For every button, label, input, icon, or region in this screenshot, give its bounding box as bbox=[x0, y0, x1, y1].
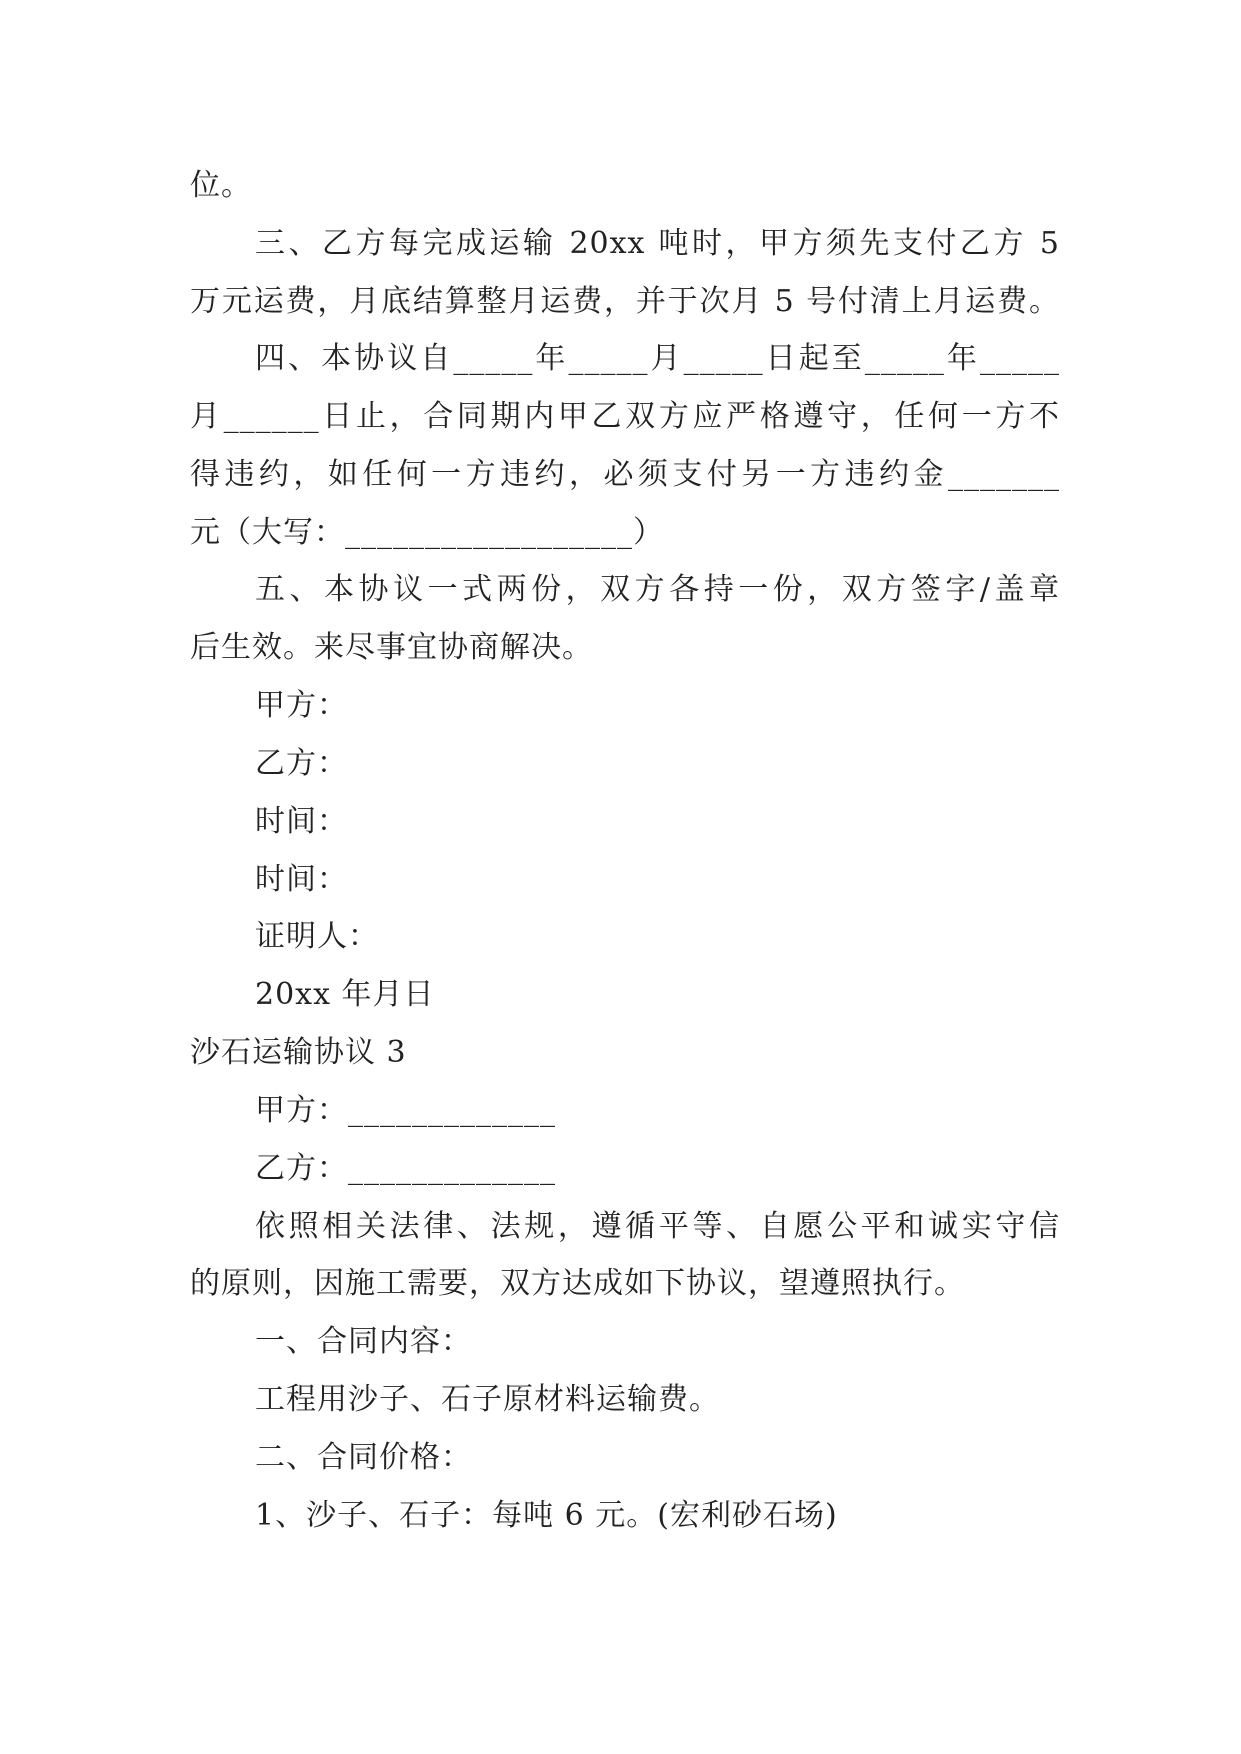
clause-heading: 二、合同价格： bbox=[255, 1440, 472, 1475]
text-line: 依照相关法律、法规，遵循平等、自愿公平和诚实守信 bbox=[255, 1209, 1060, 1244]
signature-label-party-a: 甲方： bbox=[255, 688, 348, 723]
text-line: 四、本协议自_____年_____月_____日起至_____年_____ bbox=[255, 341, 1060, 376]
text-line: 月______日止，合同期内甲乙双方应严格遵守，任何一方不 bbox=[190, 399, 1060, 434]
date-line: 20xx 年月日 bbox=[255, 977, 435, 1012]
text-line: 工程用沙子、石子原材料运输费。 bbox=[255, 1382, 720, 1417]
text-line: 的原则，因施工需要，双方达成如下协议，望遵照执行。 bbox=[190, 1266, 965, 1301]
text-line: 元（大写：__________________） bbox=[190, 515, 664, 550]
text-line: 万元运费，月底结算整月运费，并于次月 5 号付清上月运费。 bbox=[190, 284, 1060, 319]
text-line: 五、本协议一式两份，双方各持一份，双方签字/盖章 bbox=[255, 572, 1060, 607]
signature-label-time: 时间： bbox=[255, 804, 348, 839]
signature-label-party-b: 乙方： bbox=[255, 746, 348, 781]
section-title: 沙石运输协议 3 bbox=[190, 1035, 407, 1070]
clause-heading: 一、合同内容： bbox=[255, 1324, 472, 1359]
signature-label-witness: 证明人： bbox=[255, 919, 379, 954]
text-line: 位。 bbox=[190, 168, 252, 203]
party-a-line: 甲方：_____________ bbox=[255, 1093, 556, 1128]
text-line: 得违约，如任何一方违约，必须支付另一方违约金_______ bbox=[190, 457, 1060, 492]
text-line: 后生效。来尽事宜协商解决。 bbox=[190, 630, 593, 665]
text-line: 1、沙子、石子：每吨 6 元。(宏利砂石场) bbox=[255, 1498, 838, 1533]
signature-label-time: 时间： bbox=[255, 862, 348, 897]
text-line: 三、乙方每完成运输 20xx 吨时，甲方须先支付乙方 5 bbox=[255, 226, 1060, 261]
party-b-line: 乙方：_____________ bbox=[255, 1151, 556, 1186]
